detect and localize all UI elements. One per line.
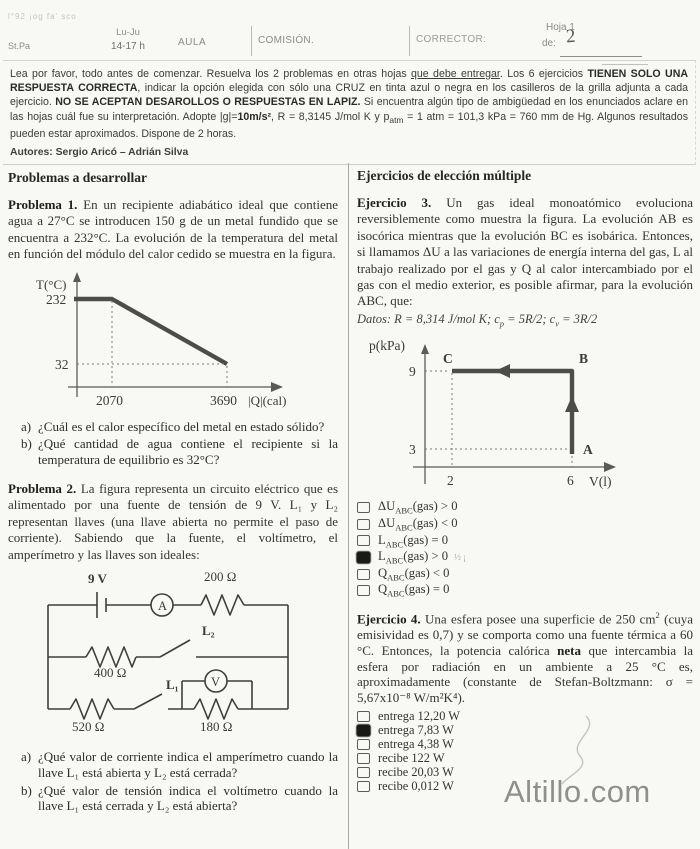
hoja-underline bbox=[560, 56, 642, 57]
ej3-option-checkbox[interactable] bbox=[357, 519, 370, 530]
ej4-option-row[interactable]: recibe 0,012 W bbox=[357, 779, 693, 793]
ej4-option-checkbox[interactable] bbox=[357, 711, 370, 722]
problema-1-question-b: b) ¿Qué cantidad de agua contiene el recipiente si la temperatura de equilibrio es 32°C? bbox=[21, 436, 338, 468]
ej4-option-checkbox[interactable] bbox=[357, 739, 370, 750]
right-column-title: Ejercicios de elección múltiple bbox=[357, 168, 532, 183]
left-column-title: Problemas a desarrollar bbox=[8, 170, 147, 185]
p-atm-subscript: atm bbox=[389, 114, 404, 125]
cooling-curve-figure bbox=[8, 269, 338, 417]
cooling-ytick-32: 32 bbox=[55, 356, 69, 372]
left-column bbox=[8, 170, 338, 814]
hoja-number-handwritten: 2 bbox=[565, 25, 577, 48]
ej4-option-checkbox[interactable] bbox=[357, 753, 370, 764]
ammeter-symbol: A bbox=[158, 599, 168, 614]
circuit-figure bbox=[8, 569, 338, 747]
ej3-option-checkbox[interactable] bbox=[357, 585, 370, 596]
faint-header-note: l°92 ¡og fa' sco bbox=[8, 12, 77, 21]
header-divider bbox=[409, 26, 410, 56]
problema-1-statement: Problema 1. En un recipiente adiabático ideal que contiene agua a 27°C se introducen 150 g de un metal fundido que se encuentra a 232°C. La evolución de la temperatura del metal en función del módulo del calor cedido se muestra en la figura. bbox=[8, 197, 338, 262]
ej4-option-checkbox[interactable] bbox=[357, 781, 370, 792]
cooling-xlabel: |Q|(cal) bbox=[248, 392, 287, 408]
dias-label: Lu-Ju bbox=[116, 27, 140, 38]
aula-label: AULA bbox=[178, 37, 207, 48]
ej4-option-checkbox[interactable] bbox=[357, 767, 370, 778]
ejercicio-3-options bbox=[357, 499, 693, 599]
ej3-option-row-selected[interactable]: $L_{ABC}(gas) > 0$ ½ ¡ bbox=[357, 549, 693, 566]
ejercicio-3-datos: Datos: R = 8,314 J/mol K; $c_p = 5R/2$; $c_v = 3R/2$ bbox=[357, 311, 598, 329]
pv-point-a: A bbox=[583, 442, 593, 458]
handwritten-mark: ½ ¡ bbox=[454, 552, 467, 563]
switch-l2-label: L₂ bbox=[202, 623, 215, 639]
ej3-option-checkbox[interactable] bbox=[357, 569, 370, 580]
ej3-option-checkbox[interactable] bbox=[357, 502, 370, 513]
cooling-xtick-3690: 3690 bbox=[210, 392, 237, 408]
ej3-option-row[interactable]: $Q_{ABC}(gas) = 0$ bbox=[357, 582, 693, 599]
ejercicio-3-statement: Ejercicio 3. Un gas ideal monoatómico evoluciona reversiblemente como muestra la figura. La evolución AB es isocórica mientras que la evolución BC es isobárica. Entonces, si llamamos ΔU a las variaciones de energía interna del gas, L al trabajo realizado por el gas y Q al calor intercambiado por el gas con el medio exterior, es posible afirmar, para la evolución ABC, que: bbox=[357, 195, 693, 309]
ej4-option-row[interactable]: recibe 20,03 W bbox=[357, 766, 693, 780]
sede-label: St.Pa bbox=[8, 41, 31, 51]
header-divider bbox=[251, 26, 252, 56]
ej3-option-checkbox-marked[interactable] bbox=[357, 552, 370, 563]
switch-l1-label: L₁ bbox=[166, 677, 179, 693]
ej3-option-row[interactable]: $L_{ABC}(gas) = 0$ bbox=[357, 533, 693, 550]
cooling-ytick-232: 232 bbox=[46, 291, 67, 307]
resistor-400-label: 400 Ω bbox=[94, 665, 127, 681]
pv-point-b: B bbox=[579, 351, 589, 367]
cooling-ylabel: T(°C) bbox=[36, 276, 67, 292]
ej4-option-row-selected[interactable]: entrega 7,83 W bbox=[357, 724, 693, 738]
exam-header-row bbox=[0, 24, 700, 60]
ej4-option-row[interactable]: entrega 4,38 W bbox=[357, 738, 693, 752]
pv-xlabel: V(l) bbox=[589, 474, 612, 490]
instructions-text: Lea por favor, todo antes de comenzar. Resuelva los 2 problemas en otras hojas bbox=[10, 68, 412, 80]
problema-1-label: Problema 1. bbox=[8, 197, 78, 212]
ejercicio-4-statement: Ejercicio 4. Una esfera posee una superficie de 250 $cm^2$ (cuya emisividad es 0,7) y se comporta como una fuente térmica a 60 °C. Entonces, la potencia calórica neta que intercambia la esfera por radiación en un ambiente a 25 °C es, aproximadamente (constante de Stefan-Boltzmann: σ = 5,67x10⁻⁸ W/m²K⁴). bbox=[357, 609, 693, 706]
comision-label: COMISIÓN. bbox=[258, 35, 315, 46]
problema-2-question-a: a) ¿Qué valor de corriente indica el amperímetro cuando la llave L₁ está abierta y L₂ está cerrada? bbox=[21, 749, 338, 780]
resistor-200-label: 200 Ω bbox=[204, 569, 237, 585]
instructions-bold-1: TIENEN SOLO UNA RESPUESTA CORRECTA bbox=[10, 68, 688, 95]
horario-label: 14-17 h bbox=[111, 41, 145, 52]
column-divider bbox=[348, 163, 349, 849]
hoja-label: Hoja 1 bbox=[546, 22, 575, 33]
corrector-label: CORRECTOR: bbox=[416, 34, 487, 45]
pv-point-c: C bbox=[443, 351, 453, 367]
cooling-xtick-2070: 2070 bbox=[96, 392, 123, 408]
autores-line: Autores: Sergio Aricó – Adrián Silva bbox=[10, 147, 189, 159]
ej3-option-row[interactable]: $Q_{ABC}(gas) < 0$ bbox=[357, 566, 693, 583]
pv-ytick-9: 9 bbox=[409, 364, 416, 380]
altillo-watermark: Altillo.com bbox=[504, 774, 651, 809]
ej3-option-row[interactable]: $\Delta U_{ABC}(gas) < 0$ bbox=[357, 516, 693, 533]
pv-diagram-figure bbox=[357, 334, 693, 492]
instructions-block: Lea por favor, todo antes de comenzar. Resuelva los 2 problemas en otras hojas que debe entregar. Los 6 ejercicios TIENEN SOLO UNA RESPUESTA CORRECTA, indicar la opción elegida con sólo una CRUZ en tinta azul o negra en los casilleros de la grilla adjunta a cada ejercicio. NO SE ACEPTAN DESAROLLOS O RESPUESTAS EN LAPIZ. Si encuentra algún tipo de ambigüedad en los enunciados aclare en las hojas cuál fue su interpretación. Adopte |g|=10m/s², R = 8,3145 J/mol K y $p_{atm} = 1$ atm = 101,3 kPa = 760 mm de Hg. Algunos resultados pueden estar aproximados. Dispone de 2 horas. Autores: Sergio Aricó – Adrián Silva bbox=[3, 60, 696, 165]
resistor-520-label: 520 Ω bbox=[72, 719, 105, 735]
pv-xtick-2: 2 bbox=[447, 473, 454, 489]
right-column bbox=[357, 168, 693, 793]
pv-ytick-3: 3 bbox=[409, 442, 416, 458]
ej4-option-row[interactable]: recibe 122 W bbox=[357, 752, 693, 766]
pv-xtick-6: 6 bbox=[567, 473, 574, 489]
de-label: de: bbox=[542, 38, 556, 49]
problema-2-statement: Problema 2. La figura representa un circuito eléctrico que es alimentado por una fuente de tensión de 9 V. L₁ y L₂ representan llaves (una llave abierta no permite el paso de corriente). Sabiendo que la fuente, el voltímetro, el amperímetro y las llaves son ideales: bbox=[8, 481, 339, 562]
ej3-option-checkbox[interactable] bbox=[357, 535, 370, 546]
pv-ylabel: p(kPa) bbox=[369, 338, 405, 354]
ej4-option-row[interactable]: entrega 12,20 W bbox=[357, 710, 693, 724]
ejercicio-4-label: Ejercicio 4. bbox=[357, 611, 421, 627]
instructions-bold-2: NO SE ACEPTAN DESAROLLOS O RESPUESTAS EN LAPIZ. bbox=[55, 96, 361, 109]
problema-1-question-a: a) ¿Cuál es el calor específico del metal en estado sólido? bbox=[21, 418, 325, 434]
ej3-option-row[interactable]: $\Delta U_{ABC}(gas) > 0$ bbox=[357, 499, 693, 516]
instructions-underlined: que debe entregar bbox=[411, 68, 500, 80]
problema-2-question-b: b) ¿Qué valor de tensión indica el voltímetro cuando la llave L₁ está cerrada y L₂ está abierta? bbox=[21, 782, 338, 814]
resistor-180-label: 180 Ω bbox=[200, 719, 233, 735]
gravity-value: 10m/s² bbox=[237, 110, 272, 123]
ejercicio-4-bold-neta: neta bbox=[557, 642, 581, 658]
problema-2-label: Problema 2. bbox=[8, 481, 77, 497]
ejercicio-3-label: Ejercicio 3. bbox=[357, 195, 432, 210]
voltmeter-symbol: V bbox=[211, 675, 221, 690]
ej4-option-checkbox-marked[interactable] bbox=[357, 725, 370, 736]
source-voltage-label: 9 V bbox=[88, 571, 107, 587]
